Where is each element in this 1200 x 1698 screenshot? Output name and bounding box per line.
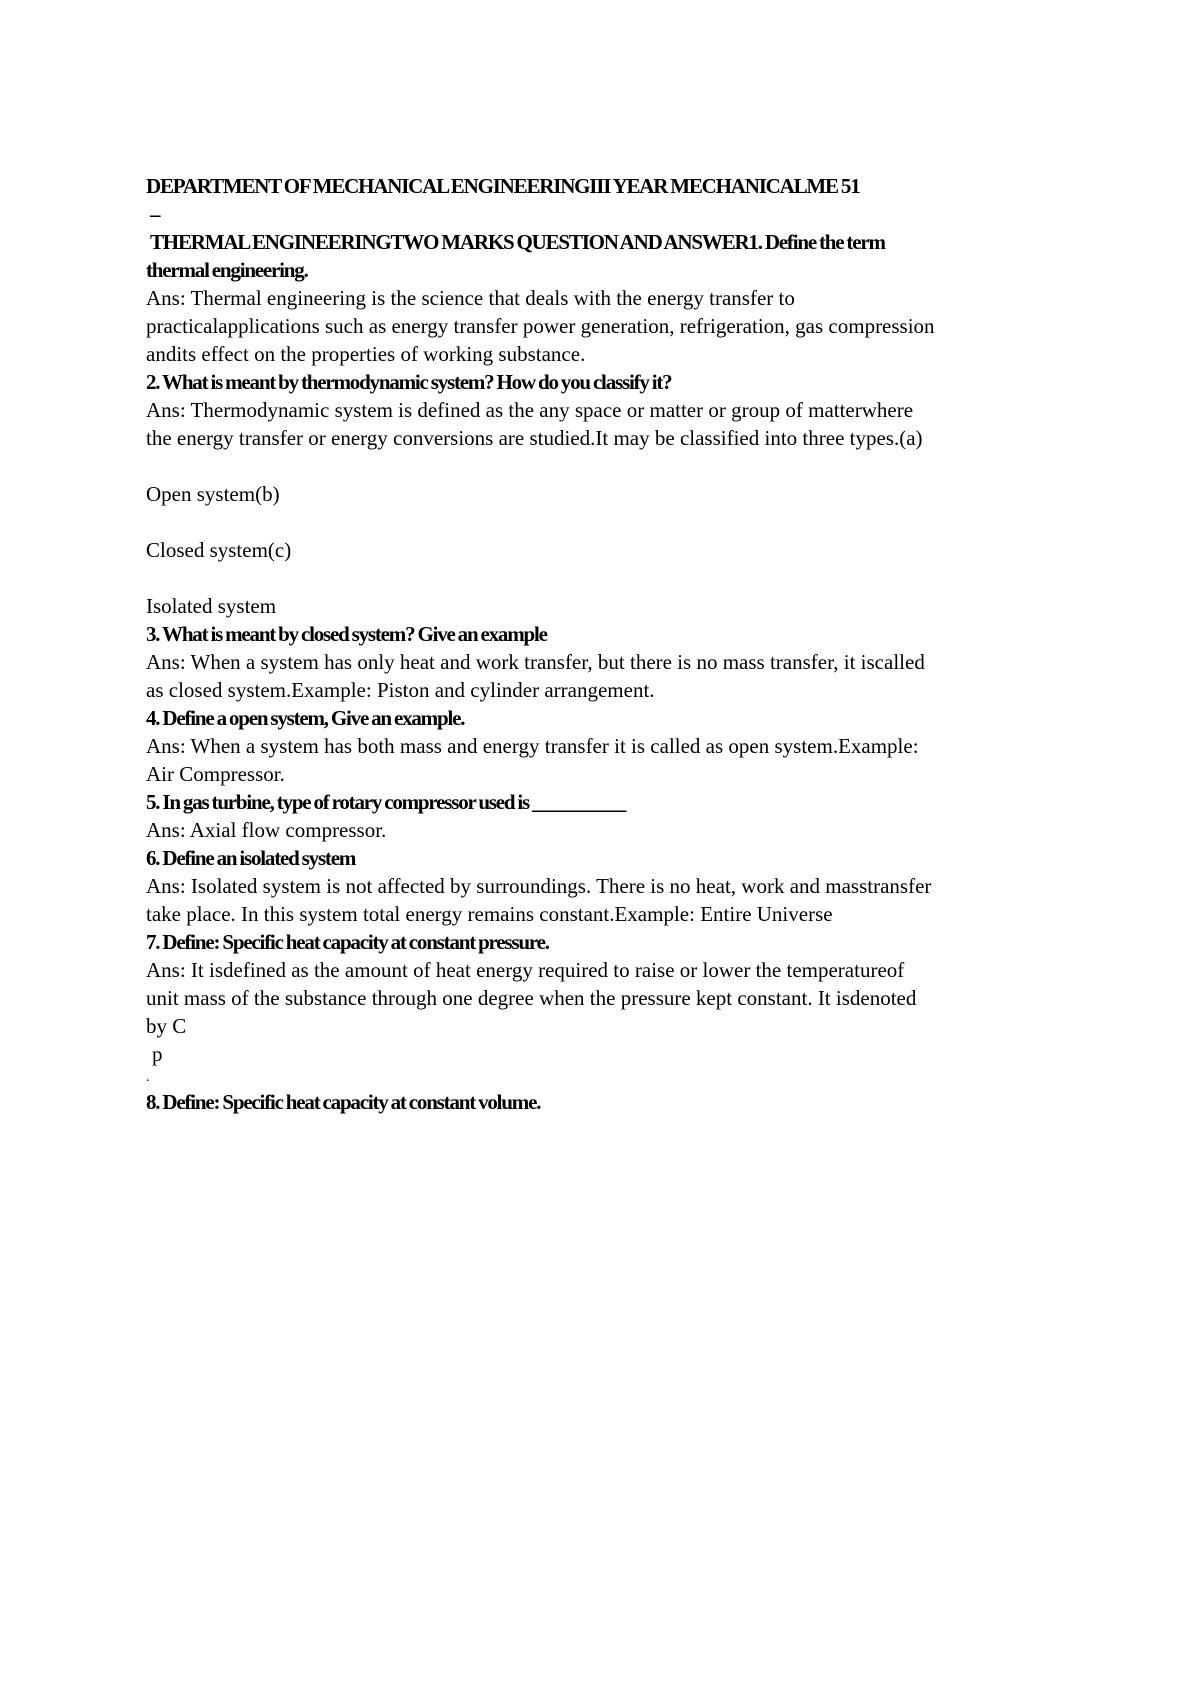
q8-heading: 8. Define: Specific heat capacity at constant volume. xyxy=(146,1090,541,1114)
q1-answer-line: Ans: Thermal engineering is the science that deals with the energy transfer to xyxy=(146,286,795,310)
q6-answer-line: take place. In this system total energy remains constant.Example: Entire Universe xyxy=(146,902,833,926)
q2-answer-line: the energy transfer or energy conversions are studied.It may be classified into three types.(a) xyxy=(146,426,923,450)
q7-dot: . xyxy=(146,1070,150,1085)
document-content xyxy=(146,172,1076,1116)
q7-answer-line: by C xyxy=(146,1014,187,1038)
header-dash: – xyxy=(150,202,160,226)
q2-list-item: Open system(b) xyxy=(146,482,280,506)
q5-answer-line: Ans: Axial flow compressor. xyxy=(146,818,387,842)
header-line-2: THERMAL ENGINEERINGTWO MARKS QUESTION AND ANSWER1. Define the term xyxy=(150,230,885,254)
q2-answer-line: Ans: Thermodynamic system is defined as the any space or matter or group of matterwhere xyxy=(146,398,914,422)
q7-answer-line: Ans: It isdefined as the amount of heat energy required to raise or lower the temperatureof xyxy=(146,958,905,982)
q7-answer-line: unit mass of the substance through one degree when the pressure kept constant. It isdenoted xyxy=(146,986,917,1010)
header-line-3: thermal engineering. xyxy=(146,258,308,282)
q5-heading: 5. In gas turbine, type of rotary compressor used is __________ xyxy=(146,790,626,814)
q6-heading: 6. Define an isolated system xyxy=(146,846,356,870)
q3-heading: 3. What is meant by closed system? Give an example xyxy=(146,622,547,646)
q4-heading: 4. Define a open system, Give an example. xyxy=(146,706,465,730)
q2-heading: 2. What is meant by thermodynamic system? How do you classify it? xyxy=(146,370,672,394)
q1-answer-line: andits effect on the properties of working substance. xyxy=(146,342,586,366)
q6-answer-line: Ans: Isolated system is not affected by surroundings. There is no heat, work and masstransfer xyxy=(146,874,932,898)
q7-subscript: p xyxy=(152,1042,163,1066)
q3-answer-line: as closed system.Example: Piston and cylinder arrangement. xyxy=(146,678,655,702)
q7-heading: 7. Define: Specific heat capacity at constant pressure. xyxy=(146,930,549,954)
q4-answer-line: Ans: When a system has both mass and energy transfer it is called as open system.Example: xyxy=(146,734,919,758)
header-line-1: DEPARTMENT OF MECHANICAL ENGINEERINGIII YEAR MECHANICALME 51 xyxy=(146,174,860,198)
q1-answer-line: practicalapplications such as energy transfer power generation, refrigeration, gas compression xyxy=(146,314,935,338)
q4-answer-line: Air Compressor. xyxy=(146,762,285,786)
q2-list-item: Closed system(c) xyxy=(146,538,292,562)
q3-answer-line: Ans: When a system has only heat and work transfer, but there is no mass transfer, it iscalled xyxy=(146,650,925,674)
q2-list-item: Isolated system xyxy=(146,594,277,618)
